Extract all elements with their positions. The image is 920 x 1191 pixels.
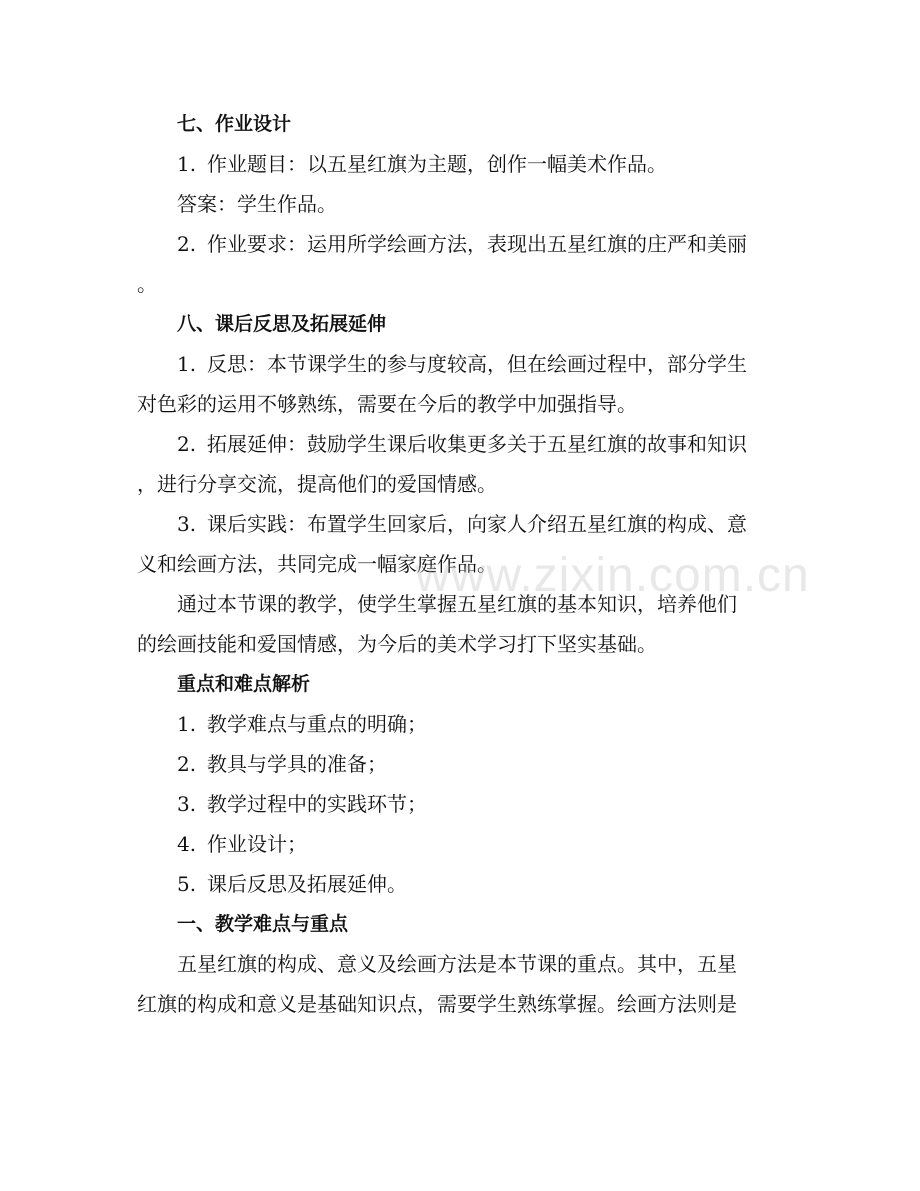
list-item	[137, 824, 777, 864]
item-number: 2.	[177, 432, 197, 456]
paragraph-text: 五星红旗的构成、意义及绘画方法是本节课的重点。其中，五星	[177, 952, 737, 976]
paragraph-text: 反思：本节课学生的参与度较高，但在绘画过程中，部分学生	[207, 352, 747, 376]
list-item-text: 课后反思及拓展延伸。	[207, 872, 407, 896]
paragraph	[137, 224, 777, 264]
paragraph	[137, 144, 777, 184]
item-number: 2.	[177, 232, 197, 256]
item-number: 1.	[177, 352, 197, 376]
list-item	[137, 784, 777, 824]
paragraph	[137, 424, 777, 464]
list-item-text: 教学过程中的实践环节；	[207, 792, 427, 816]
section-heading-homework: 七、作业设计	[177, 113, 292, 135]
list-item-text: 教具与学具的准备；	[207, 752, 387, 776]
paragraph-continuation: 义和绘画方法，共同完成一幅家庭作品。	[137, 552, 497, 576]
paragraph-text: 作业题目：以五星红旗为主题，创作一幅美术作品。	[207, 152, 667, 176]
watermark-text: www.zixin.com.cn	[415, 549, 810, 602]
section-heading-key-points: 一、教学难点与重点	[177, 913, 349, 935]
list-item-text: 教学难点与重点的明确；	[207, 712, 427, 736]
document-body	[137, 104, 777, 1024]
paragraph-text: 答案：学生作品。	[177, 192, 337, 216]
paragraph-text: 拓展延伸：鼓励学生课后收集更多关于五星红旗的故事和知识	[207, 432, 747, 456]
list-item	[137, 864, 777, 904]
paragraph	[137, 344, 777, 384]
paragraph-text: 作业要求：运用所学绘画方法，表现出五星红旗的庄严和美丽	[207, 232, 747, 256]
paragraph-continuation: ，进行分享交流，提高他们的爱国情感。	[137, 472, 497, 496]
item-number: 3.	[177, 792, 197, 816]
paragraph-continuation: 红旗的构成和意义是基础知识点，需要学生熟练掌握。绘画方法则是	[137, 992, 737, 1016]
item-number: 3.	[177, 512, 197, 536]
paragraph-continuation: 对色彩的运用不够熟练，需要在今后的教学中加强指导。	[137, 392, 637, 416]
summary-paragraph: 通过本节课的教学，使学生掌握五星红旗的基本知识，培养他们	[177, 592, 737, 616]
item-number: 1.	[177, 712, 197, 736]
list-item	[137, 744, 777, 784]
item-number: 5.	[177, 872, 197, 896]
item-number: 1.	[177, 152, 197, 176]
item-number: 2.	[177, 752, 197, 776]
list-item	[137, 704, 777, 744]
paragraph-text: 课后实践：布置学生回家后，向家人介绍五星红旗的构成、意	[207, 512, 747, 536]
section-heading-analysis: 重点和难点解析	[177, 673, 311, 695]
section-heading-reflection: 八、课后反思及拓展延伸	[177, 313, 387, 335]
paragraph-continuation: 。	[137, 272, 157, 296]
paragraph-continuation: 的绘画技能和爱国情感，为今后的美术学习打下坚实基础。	[137, 632, 657, 656]
list-item-text: 作业设计；	[207, 832, 307, 856]
item-number: 4.	[177, 832, 197, 856]
paragraph	[137, 504, 777, 544]
